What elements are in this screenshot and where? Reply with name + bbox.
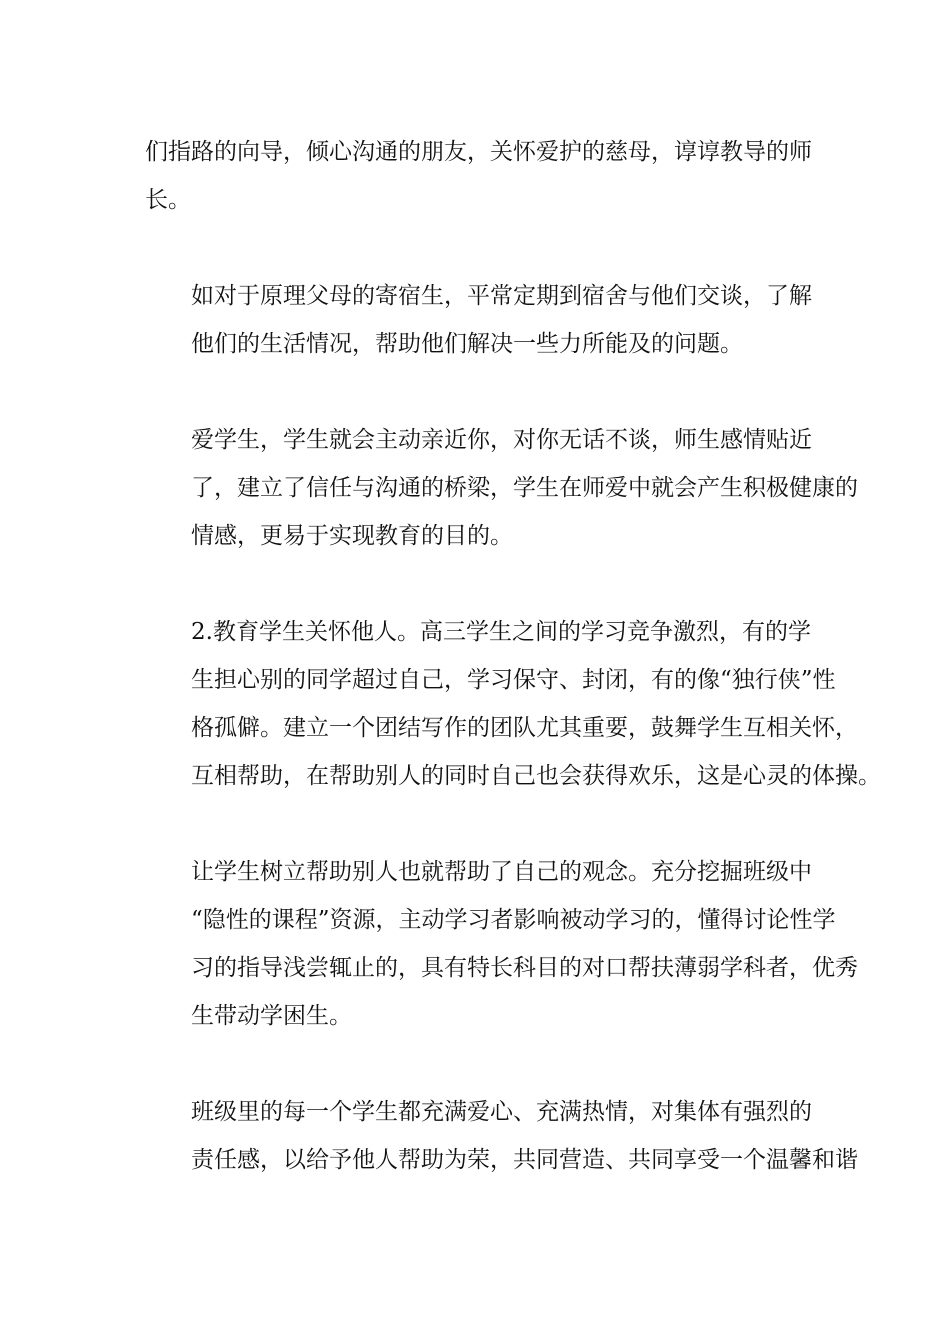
paragraph-4: [145, 608, 881, 800]
text-line: 格孤僻。建立一个团结写作的团队尤其重要，鼓舞学生互相关怀，: [191, 715, 858, 741]
text-line: “隐性的课程”资源，主动学习者影响被动学习的，懂得讨论性学: [191, 907, 836, 933]
text-line: 们指路的向导，倾心沟通的朋友，关怀爱护的慈母，谆谆教导的师: [145, 139, 812, 165]
paragraph-1: [145, 128, 810, 224]
paragraph-2: [145, 272, 810, 368]
text-line: 2.教育学生关怀他人。高三学生之间的学习竞争激烈，有的学: [191, 619, 811, 645]
text-line: 让学生树立帮助别人也就帮助了自己的观念。充分挖掘班级中: [191, 859, 812, 885]
paragraph-6: [145, 1088, 858, 1184]
text-line: 生担心别的同学超过自己，学习保守、封闭，有的像“独行侠”性: [191, 667, 836, 693]
text-line: 习的指导浅尝辄止的，具有特长科目的对口帮扶薄弱学科者，优秀: [191, 955, 858, 981]
document-page: [145, 128, 881, 1232]
paragraph-5: [145, 848, 858, 1040]
text-line: 了，建立了信任与沟通的桥梁，学生在师爱中就会产生积极健康的: [191, 475, 858, 501]
text-line: 班级里的每一个学生都充满爱心、充满热情，对集体有强烈的: [191, 1099, 812, 1125]
paragraph-3: [145, 416, 858, 560]
text-line: 爱学生，学生就会主动亲近你，对你无话不谈，师生感情贴近: [191, 427, 812, 453]
text-line: 长。: [145, 187, 191, 213]
text-line: 情感，更易于实现教育的目的。: [191, 523, 513, 549]
text-line: 责任感，以给予他人帮助为荣，共同营造、共同享受一个温馨和谐: [191, 1147, 858, 1173]
text-line: 生带动学困生。: [191, 1003, 352, 1029]
text-line: 互相帮助，在帮助别人的同时自己也会获得欢乐，这是心灵的体操。: [191, 763, 881, 789]
text-line: 如对于原理父母的寄宿生，平常定期到宿舍与他们交谈，了解: [191, 283, 812, 309]
text-line: 他们的生活情况，帮助他们解决一些力所能及的问题。: [191, 331, 743, 357]
